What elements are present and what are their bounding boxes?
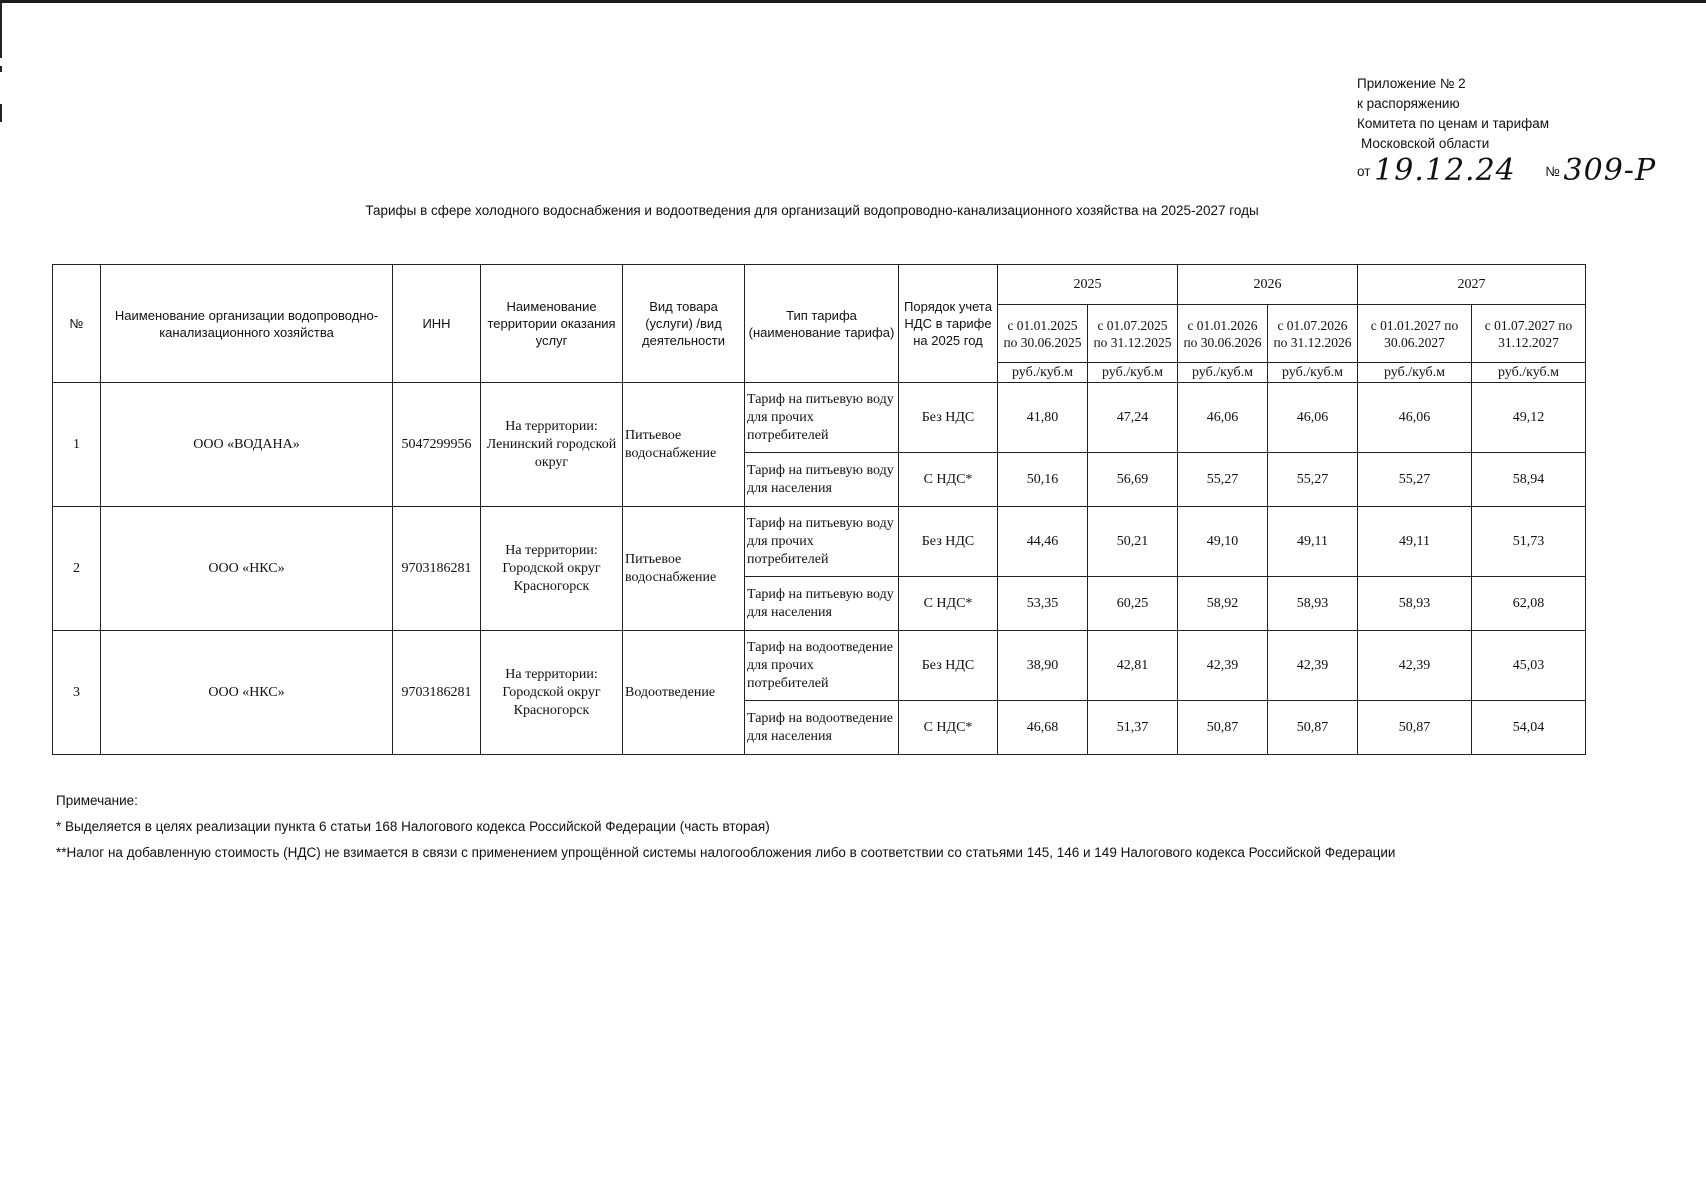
header-inn: ИНН bbox=[393, 265, 481, 383]
inn-cell: 5047299956 bbox=[393, 383, 481, 507]
tariff-value: 55,27 bbox=[1358, 453, 1472, 507]
tariff-value: 44,46 bbox=[998, 507, 1088, 577]
tariff-value: 54,04 bbox=[1472, 701, 1586, 755]
header-unit: руб./куб.м bbox=[1178, 363, 1268, 383]
header-vat: Порядок учета НДС в тарифе на 2025 год bbox=[899, 265, 998, 383]
header-year: 2027 bbox=[1358, 265, 1586, 305]
appendix-line: к распоряжению bbox=[1357, 96, 1460, 111]
org-name: ООО «ВОДАНА» bbox=[101, 383, 393, 507]
note-vat-included: * Выделяется в целях реализации пункта 6 статьи 168 Налогового кодекса Российской Федерации (часть вторая) bbox=[56, 819, 770, 834]
tariff-value: 49,10 bbox=[1178, 507, 1268, 577]
tariff-value: 58,94 bbox=[1472, 453, 1586, 507]
vat-cell: С НДС* bbox=[899, 701, 998, 755]
tariff-value: 42,39 bbox=[1358, 631, 1472, 701]
header-num: № bbox=[53, 265, 101, 383]
vat-cell: Без НДС bbox=[899, 507, 998, 577]
tariff-type: Тариф на питьевую воду для прочих потребителей bbox=[745, 507, 899, 577]
header-unit: руб./куб.м bbox=[1472, 363, 1586, 383]
territory-cell: На территории: Городской округ Красногорск bbox=[481, 507, 623, 631]
tariff-value: 46,06 bbox=[1268, 383, 1358, 453]
scan-mark bbox=[0, 66, 2, 72]
tariff-value: 41,80 bbox=[998, 383, 1088, 453]
tariff-type: Тариф на питьевую воду для прочих потребителей bbox=[745, 383, 899, 453]
header-org: Наименование организации водопроводно-канализационного хозяйства bbox=[101, 265, 393, 383]
tariff-value: 53,35 bbox=[998, 577, 1088, 631]
appendix-line: Комитета по ценам и тарифам bbox=[1357, 116, 1550, 131]
header-period: с 01.07.2026 по 31.12.2026 bbox=[1268, 305, 1358, 363]
vat-cell: С НДС* bbox=[899, 577, 998, 631]
document-title: Тарифы в сфере холодного водоснабжения и водоотведения для организаций водопроводно-канализационного хозяйства на 2025-2027 годы bbox=[365, 203, 1259, 218]
territory-cell: На территории: Ленинский городской округ bbox=[481, 383, 623, 507]
tariff-value: 60,25 bbox=[1088, 577, 1178, 631]
header-tariff-type: Тип тарифа (наименование тарифа) bbox=[745, 265, 899, 383]
tariff-value: 42,81 bbox=[1088, 631, 1178, 701]
tariff-value: 46,06 bbox=[1178, 383, 1268, 453]
header-period: с 01.01.2026 по 30.06.2026 bbox=[1178, 305, 1268, 363]
tariff-value: 51,73 bbox=[1472, 507, 1586, 577]
inn-cell: 9703186281 bbox=[393, 507, 481, 631]
notes bbox=[56, 788, 1395, 866]
tariff-value: 58,92 bbox=[1178, 577, 1268, 631]
tariff-value: 55,27 bbox=[1178, 453, 1268, 507]
tariff-value: 49,12 bbox=[1472, 383, 1586, 453]
tariff-value: 62,08 bbox=[1472, 577, 1586, 631]
activity-cell: Питьевое водоснабжение bbox=[623, 383, 745, 507]
header-year: 2026 bbox=[1178, 265, 1358, 305]
tariff-type: Тариф на питьевую воду для населения bbox=[745, 453, 899, 507]
tariff-value: 50,87 bbox=[1268, 701, 1358, 755]
row-number: 1 bbox=[53, 383, 101, 507]
table-row bbox=[53, 507, 1586, 577]
appendix-date-line bbox=[1357, 153, 1657, 188]
header-unit: руб./куб.м bbox=[998, 363, 1088, 383]
header-unit: руб./куб.м bbox=[1358, 363, 1472, 383]
appendix-line: Приложение № 2 bbox=[1357, 76, 1466, 91]
handwritten-number: 309-Р bbox=[1563, 153, 1657, 188]
header-period: с 01.01.2025 по 30.06.2025 bbox=[998, 305, 1088, 363]
header-activity: Вид товара (услуги) /вид деятельности bbox=[623, 265, 745, 383]
tariff-value: 50,87 bbox=[1178, 701, 1268, 755]
header-period: с 01.07.2027 по 31.12.2027 bbox=[1472, 305, 1586, 363]
handwritten-date: 19.12.24 bbox=[1374, 153, 1516, 188]
header-unit: руб./куб.м bbox=[1088, 363, 1178, 383]
tariff-value: 46,06 bbox=[1358, 383, 1472, 453]
tariff-value: 49,11 bbox=[1268, 507, 1358, 577]
scan-left-border bbox=[0, 0, 2, 58]
vat-cell: Без НДС bbox=[899, 631, 998, 701]
table-row bbox=[53, 383, 1586, 453]
tariff-type: Тариф на водоотведение для прочих потребителей bbox=[745, 631, 899, 701]
appendix-line: Московской области bbox=[1361, 136, 1490, 151]
tariff-value: 50,87 bbox=[1358, 701, 1472, 755]
header-unit: руб./куб.м bbox=[1268, 363, 1358, 383]
notes-heading: Примечание: bbox=[56, 793, 138, 808]
tariff-type: Тариф на питьевую воду для населения bbox=[745, 577, 899, 631]
tariff-value: 51,37 bbox=[1088, 701, 1178, 755]
header-year: 2025 bbox=[998, 265, 1178, 305]
tariff-value: 50,16 bbox=[998, 453, 1088, 507]
scan-top-border bbox=[0, 0, 1706, 3]
appendix-stamp bbox=[1357, 74, 1656, 186]
vat-cell: С НДС* bbox=[899, 453, 998, 507]
tariff-value: 42,39 bbox=[1178, 631, 1268, 701]
territory-cell: На территории: Городской округ Красногорск bbox=[481, 631, 623, 755]
tariff-value: 58,93 bbox=[1268, 577, 1358, 631]
tariff-value: 46,68 bbox=[998, 701, 1088, 755]
table-row bbox=[53, 631, 1586, 701]
header-period: с 01.01.2027 по 30.06.2027 bbox=[1358, 305, 1472, 363]
scan-mark bbox=[0, 104, 2, 122]
date-prefix: от bbox=[1357, 164, 1371, 179]
tariff-value: 38,90 bbox=[998, 631, 1088, 701]
org-name: ООО «НКС» bbox=[101, 631, 393, 755]
header-territory: Наименование территории оказания услуг bbox=[481, 265, 623, 383]
tariff-table bbox=[52, 264, 1586, 755]
activity-cell: Питьевое водоснабжение bbox=[623, 507, 745, 631]
note-vat-exempt: **Налог на добавленную стоимость (НДС) не взимается в связи с применением упрощённой системы налогообложения либо в соответствии со статьями 145, 146 и 149 Налогового кодекса Российской Федерации bbox=[56, 845, 1396, 860]
tariff-value: 47,24 bbox=[1088, 383, 1178, 453]
tariff-value: 42,39 bbox=[1268, 631, 1358, 701]
row-number: 3 bbox=[53, 631, 101, 755]
tariff-value: 49,11 bbox=[1358, 507, 1472, 577]
org-name: ООО «НКС» bbox=[101, 507, 393, 631]
number-prefix: № bbox=[1545, 164, 1560, 179]
inn-cell: 9703186281 bbox=[393, 631, 481, 755]
activity-cell: Водоотведение bbox=[623, 631, 745, 755]
row-number: 2 bbox=[53, 507, 101, 631]
header-period: с 01.07.2025 по 31.12.2025 bbox=[1088, 305, 1178, 363]
tariff-value: 56,69 bbox=[1088, 453, 1178, 507]
tariff-value: 58,93 bbox=[1358, 577, 1472, 631]
vat-cell: Без НДС bbox=[899, 383, 998, 453]
tariff-type: Тариф на водоотведение для населения bbox=[745, 701, 899, 755]
tariff-value: 55,27 bbox=[1268, 453, 1358, 507]
tariff-value: 45,03 bbox=[1472, 631, 1586, 701]
tariff-value: 50,21 bbox=[1088, 507, 1178, 577]
